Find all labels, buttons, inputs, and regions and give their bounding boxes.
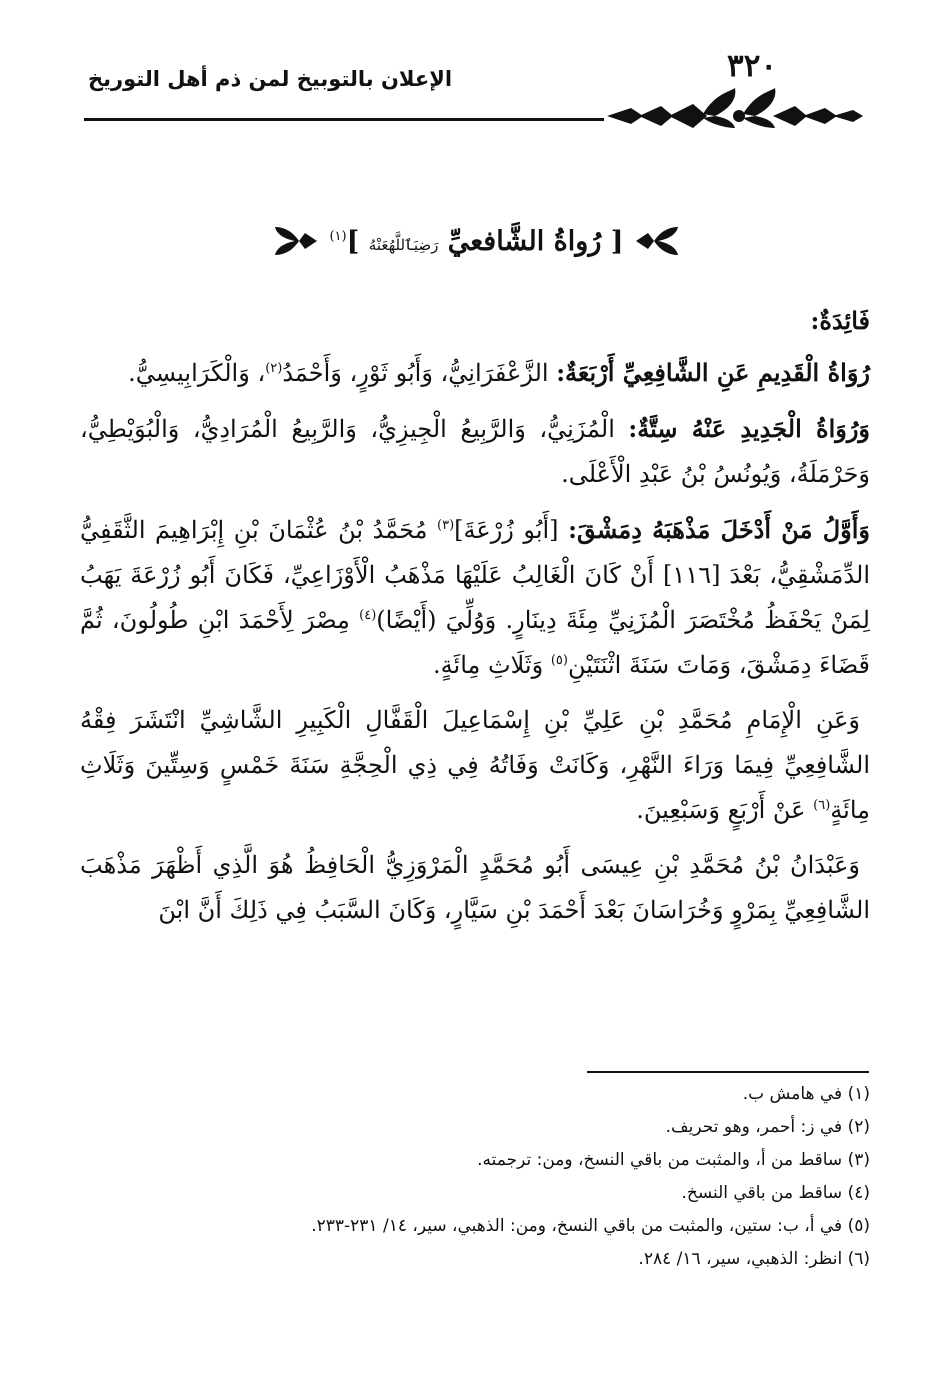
damascus-text-b: مُحَمَّدُ بْنُ عُثْمَانَ بْنِ إِبْرَاهِيمَ الثَّقَفِيُّ الدِّمَشْقِيُّ، بَعْدَ [١١٦] أَنْ كَانَ الْغَالِبُ عَلَيْهَا مَذْهَبُ الْأَوْزَاعِيِّ، فَكَانَ أَبُو زُرْعَةَ يَهَبُ لِمَنْ يَحْفَظُ مُخْتَصَرَ الْمُزَنِيِّ مِئَةَ دِينَارٍ. وَوُلِّيَ (أَيْضًا) — [80, 516, 870, 634]
qaffal-text-b: عَنْ أَرْبَعٍ وَسَبْعِينَ. — [636, 796, 814, 824]
main-text — [80, 298, 870, 943]
paragraph-abdan — [80, 843, 870, 933]
section-title — [84, 216, 869, 266]
paragraph-damascus — [80, 507, 870, 688]
old-narrators-text-a: الزَّعْفَرَانِيُّ، وَأَبُو ثَوْرٍ، وَأَحْمَدُ — [282, 359, 557, 387]
page-number: ٣٢٠ — [727, 48, 777, 84]
footnotes — [80, 1078, 870, 1276]
section-title-footnote-ref: (١) — [329, 228, 347, 244]
page-header — [84, 40, 869, 135]
damascus-text-a: [أَبُو زُرْعَةَ] — [454, 516, 569, 544]
old-narrators-lead: رُوَاةُ الْقَدِيمِ عَنِ الشَّافِعِيِّ أَرْبَعَةٌ: — [556, 358, 870, 387]
footnote-item: (٥) في أ، ب: ستين، والمثبت من باقي النسخ، ومن: الذهبي، سير، ١٤/ ٢٣١-٢٣٣. — [311, 1216, 870, 1236]
paragraph-label — [80, 298, 870, 344]
header-ornament-icon — [603, 84, 865, 130]
footnote-item: (٦) انظر: الذهبي، سير، ١٦/ ٢٨٤. — [638, 1249, 870, 1269]
footnote-item: (٤) ساقط من باقي النسخ. — [681, 1183, 870, 1203]
section-title-text — [329, 226, 623, 257]
label-faidah: فَائِدَةٌ: — [810, 306, 870, 335]
damascus-lead: وَأَوَّلُ مَنْ أَدْخَلَ مَذْهَبَهُ دِمَشْقَ: — [568, 515, 870, 544]
paragraph-new-narrators — [80, 406, 870, 497]
damascus-text-c: مِصْرَ لِأَحْمَدَ ابْنِ طُولُونَ، ثُمَّ قَضَاءَ دِمَشْقَ، وَمَاتَ سَنَةَ اثْنَتَيْنِ — [80, 606, 870, 679]
footnote-rule — [587, 1071, 869, 1073]
footnote-ref-4: (٤) — [359, 608, 377, 623]
footnote-ref-2: (٢) — [265, 361, 283, 376]
qaffal-text-a: وَعَنِ الْإِمَامِ مُحَمَّدِ بْنِ عَلِيِّ بْنِ إِسْمَاعِيلَ الْقَفَّالِ الْكَبِيرِ الشَّاشِيِّ انْتَشَرَ فِقْهُ الشَّافِعِيِّ فِيمَا وَرَاءَ النَّهْرِ، وَكَانَتْ وَفَاتُهُ فِي ذِي الْحِجَّةِ سَنَةَ خَمْسٍ وَسِتِّينَ وَثَلَاثِ مِائَةٍ — [80, 706, 870, 824]
damascus-text-d: وَثَلَاثِ مِائَةٍ. — [433, 651, 551, 679]
footnote-ref-6: (٦) — [813, 798, 831, 813]
footnote-item: (٢) في ز: أحمر، وهو تحريف. — [665, 1117, 870, 1137]
footnote-ref-5: (٥) — [550, 653, 568, 668]
footnote-item: (١) في هامش ب. — [742, 1084, 870, 1104]
paragraph-qaffal — [80, 698, 870, 833]
title-ornament-left-icon — [273, 225, 319, 257]
abdan-text: وَعَبْدَانُ بْنُ مُحَمَّدِ بْنِ عِيسَى أَبُو مُحَمَّدٍ الْمَرْوَزِيُّ الْحَافِظُ هُوَ الَّذِي أَظْهَرَ مَذْهَبَ الشَّافِعِيِّ بِمَرْوٍ وَخُرَاسَانَ بَعْدَ أَحْمَدَ بْنِ سَيَّارٍ، وَكَانَ السَّبَبُ فِي ذَلِكَ أَنَّ ابْنَ — [80, 851, 870, 924]
section-title-honorific: رَضِيَٱللَّهُعَنْهُ — [368, 235, 439, 254]
section-title-main: [ رُواةُ الشَّافعيِّ — [447, 225, 624, 257]
paragraph-old-narrators — [80, 350, 870, 396]
title-ornament-right-icon — [634, 225, 680, 257]
new-narrators-text: الْمُزَنِيُّ، وَالرَّبِيعُ الْجِيزِيُّ، وَالرَّبِيعُ الْمُرَادِيُّ، وَالْبُوَيْطِيُّ، وَحَرْمَلَةُ، وَيُونُسُ بْنُ عَبْدِ الْأَعْلَى. — [80, 415, 870, 488]
section-title-close: ] — [346, 225, 360, 257]
running-title: الإعلان بالتوبيخ لمن ذم أهل التوريخ — [88, 67, 453, 91]
footnote-ref-3: (٣) — [437, 518, 455, 533]
old-narrators-text-b: ، وَالْكَرَابِيسِيُّ. — [128, 359, 266, 387]
header-rule — [84, 118, 604, 121]
footnote-item: (٣) ساقط من أ، والمثبت من باقي النسخ، ومن: ترجمته. — [477, 1150, 870, 1170]
new-narrators-lead: وَرُوَاةُ الْجَدِيدِ عَنْهُ سِتَّةٌ: — [628, 414, 871, 443]
